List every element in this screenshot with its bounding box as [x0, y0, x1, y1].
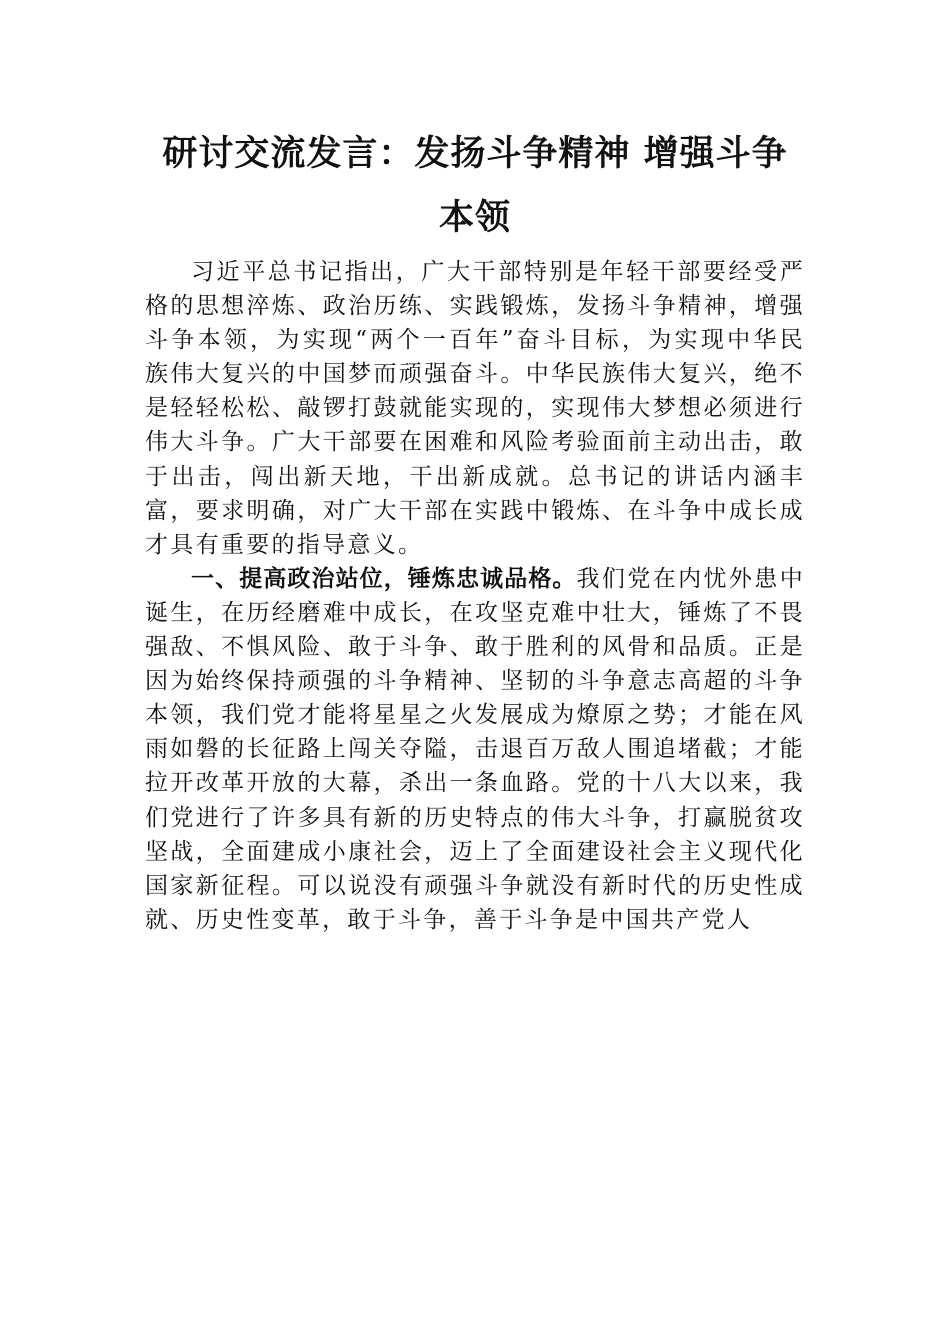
section-body-text: 我们党在内忧外患中诞生，在历经磨难中成长，在攻坚克难中壮大，锤炼了不畏强敌、不惧风险、敢于斗争、敢于胜利的风骨和品质。正是因为始终保持顽强的斗争精神、坚韧的斗争意志高超的斗争本领，我们党才能将星星之火发展成为燎原之势；才能在风雨如磐的长征路上闯关夺隘，击退百万敌人围追堵截；才能拉开改革开放的大幕，杀出一条血路。党的十八大以来，我们党进行了许多具有新的历史特点的伟大斗争，打赢脱贫攻坚战，全面建成小康社会，迈上了全面建设社会主义现代化国家新征程。可以说没有顽强斗争就没有新时代的历史性成就、历史性变革，敢于斗争，善于斗争是中国共产党人 — [145, 565, 805, 933]
document-title: 研讨交流发言：发扬斗争精神 增强斗争本领 — [162, 133, 788, 238]
paragraph-section-one — [145, 562, 805, 937]
document-body — [145, 255, 805, 937]
paragraph-intro: 习近平总书记指出，广大干部特别是年轻干部要经受严格的思想淬炼、政治历练、实践锻炼，发扬斗争精神，增强斗争本领，为实现“两个一百年”奋斗目标，为实现中华民族伟大复兴的中国梦而顽强奋斗。中华民族伟大复兴，绝不是轻轻松松、敲锣打鼓就能实现的，实现伟大梦想必须进行伟大斗争。广大干部要在困难和风险考验面前主动出击，敢于出击，闯出新天地，干出新成就。总书记的讲话内涵丰富，要求明确，对广大干部在实践中锻炼、在斗争中成长成才具有重要的指导意义。 — [145, 259, 805, 558]
section-heading: 一、提高政治站位，锤炼忠诚品格。 — [191, 565, 577, 592]
